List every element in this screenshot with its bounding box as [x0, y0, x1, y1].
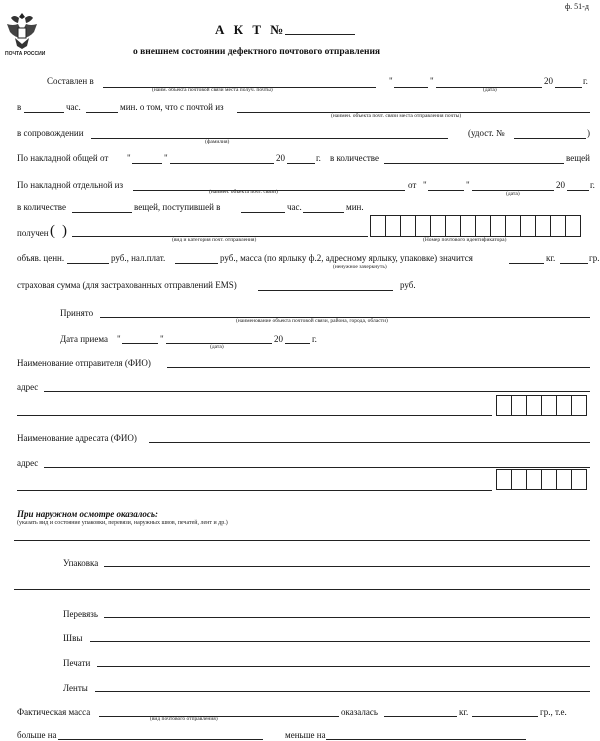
hint-strike: (ненужное зачеркнуть) [333, 264, 387, 270]
min-about-label: мин. о том, что с почтой из [120, 102, 224, 112]
inspection-heading: При наружном осмотре оказалось: [17, 509, 159, 519]
arrival-minute-field[interactable] [303, 212, 344, 213]
separate-day-field[interactable] [428, 190, 464, 191]
sender-address-field-2[interactable] [17, 415, 492, 416]
hint-mass-type: (вид почтового отправления) [150, 716, 218, 722]
mass-gr-field[interactable] [560, 263, 588, 264]
separate-qty-field[interactable] [72, 212, 132, 213]
hint-post-obj: (наимен. объекта почт. связи) [209, 189, 278, 195]
tapes-field[interactable] [95, 691, 590, 692]
cert-label: (удост. № [468, 128, 505, 138]
arrival-hour-field[interactable] [241, 212, 285, 213]
hint-send-place: (наимен. объекта почт. связи места отправления почты) [331, 113, 462, 119]
tracking-digit-box[interactable] [400, 215, 416, 237]
quote: " [430, 76, 434, 86]
gr-te-label: гр., т.е. [540, 707, 567, 717]
year-prefix: 20 [276, 153, 285, 163]
escort-label: в сопровождении [17, 128, 84, 138]
tracking-digit-box[interactable] [370, 215, 386, 237]
quote: " [164, 153, 168, 163]
quote: " [423, 180, 427, 190]
hint-accept-place: (наименование объекта почтовой связи, района, города, области) [236, 318, 388, 324]
act-title: А К Т № [215, 22, 287, 37]
postcode-digit-box[interactable] [511, 395, 527, 416]
tracking-digit-box[interactable] [520, 215, 536, 237]
in-qty-label: в количестве [330, 153, 379, 163]
tracking-digit-box[interactable] [385, 215, 401, 237]
rub-label: руб. [400, 280, 416, 290]
accept-year-field[interactable] [285, 343, 310, 344]
qty-things-label: вещей, поступившей в [134, 202, 221, 212]
hour-label-2: час. [287, 202, 302, 212]
cod-label: руб., нал.плат. [111, 253, 166, 263]
general-waybill-label: По накладной общей от [17, 153, 109, 163]
hint-post-place: (наим. объекта почтовой связи места получ. почты) [152, 87, 273, 93]
hint-tracking: (Номер почтового идентификатора) [423, 237, 507, 243]
postcode-digit-box[interactable] [556, 469, 572, 490]
tapes-label: Ленты [63, 683, 88, 693]
postcode-digit-box[interactable] [541, 469, 557, 490]
seams-field[interactable] [90, 641, 590, 642]
inspection-field[interactable] [14, 540, 590, 541]
postcode-digit-box[interactable] [526, 469, 542, 490]
accepted-label: Принято [60, 308, 94, 318]
tracking-number-boxes[interactable] [370, 215, 589, 237]
tracking-digit-box[interactable] [430, 215, 446, 237]
act-number-field[interactable] [285, 34, 355, 35]
packaging-field-2[interactable] [14, 589, 590, 590]
close-paren: ) [587, 128, 590, 138]
seals-label: Печати [63, 658, 91, 668]
seams-label: Швы [63, 633, 83, 643]
hint-item-type: (вид и категория почт. отправления) [172, 237, 257, 243]
mass-kg-field[interactable] [509, 263, 544, 264]
declared-value-label: объяв. ценн. [17, 253, 65, 263]
accept-day-field[interactable] [122, 343, 158, 344]
insurance-label: страховая сумма (для застрахованных отправлений EMS) [17, 280, 237, 290]
actual-mass-field[interactable] [99, 716, 339, 717]
year-prefix: 20 [556, 180, 565, 190]
packaging-field[interactable] [104, 566, 590, 567]
hint-surname: (фамилия) [205, 139, 230, 145]
year-suffix: г. [590, 180, 595, 190]
kg-label: кг. [546, 253, 556, 263]
received-label: получен [17, 228, 49, 238]
quote: " [160, 334, 164, 344]
compiled-year-field[interactable] [555, 87, 582, 88]
min-label: мин. [346, 202, 364, 212]
mass-label: руб., масса (по ярлыку ф.2, адресному ярлыку, упаковке) значится [220, 253, 473, 263]
more-by-field[interactable] [58, 739, 263, 740]
turned-out-label: оказалась [341, 707, 378, 717]
hint-date: (дата) [483, 87, 497, 93]
declared-value-field[interactable] [67, 263, 109, 264]
tracking-digit-box[interactable] [490, 215, 506, 237]
tracking-digit-box[interactable] [565, 215, 581, 237]
year-suffix: г. [312, 334, 317, 344]
tracking-digit-box[interactable] [550, 215, 566, 237]
in-qty-label-2: в количестве [17, 202, 66, 212]
hint-date-2: (дата) [506, 191, 520, 197]
sender-address-field[interactable] [44, 391, 590, 392]
act-subtitle: о внешнем состоянии дефектного почтового отправления [133, 47, 381, 57]
actual-kg-field[interactable] [384, 716, 457, 717]
addressee-name-field[interactable] [149, 442, 590, 443]
minute-field[interactable] [86, 112, 118, 113]
less-by-field[interactable] [326, 739, 526, 740]
compiled-day-field[interactable] [394, 87, 428, 88]
logo-caption: ПОЧТА РОССИИ [5, 51, 46, 57]
postcode-digit-box[interactable] [496, 469, 512, 490]
seals-field[interactable] [97, 666, 590, 667]
tracking-digit-box[interactable] [445, 215, 461, 237]
inspection-note: (указать вид и состояние упаковки, перевязи, наружных швов, печатей, лент и др.) [17, 520, 228, 526]
general-qty-field[interactable] [384, 163, 564, 164]
postcode-digit-box[interactable] [496, 395, 512, 416]
hour-field[interactable] [24, 112, 64, 113]
sender-postcode-boxes[interactable] [496, 395, 587, 416]
general-day-field[interactable] [132, 163, 162, 164]
quote: " [117, 334, 121, 344]
addressee-name-label: Наименование адресата (ФИО) [17, 433, 137, 443]
year-suffix: г. [316, 153, 321, 163]
v-label: в [17, 102, 22, 112]
quote: " [389, 76, 393, 86]
tracking-digit-box[interactable] [460, 215, 476, 237]
tracking-digit-box[interactable] [475, 215, 491, 237]
cod-field[interactable] [175, 263, 218, 264]
general-year-field[interactable] [287, 163, 315, 164]
sender-name-label: Наименование отправителя (ФИО) [17, 358, 151, 368]
sender-address-label: адрес [17, 382, 39, 392]
tracking-digit-box[interactable] [415, 215, 431, 237]
postcode-digit-box[interactable] [571, 395, 587, 416]
sender-name-field[interactable] [167, 367, 590, 368]
quote: " [466, 180, 470, 190]
actual-gr-field[interactable] [472, 716, 538, 717]
year-prefix: 20 [544, 76, 553, 86]
escort-field[interactable] [91, 138, 448, 139]
accept-date-label: Дата приема [60, 334, 108, 344]
postcode-digit-box[interactable] [526, 395, 542, 416]
general-month-field[interactable] [170, 163, 274, 164]
hour-label: час. [66, 102, 81, 112]
less-by-label: меньше на [285, 730, 326, 740]
close-paren-2: ) [62, 223, 67, 239]
tracking-digit-box[interactable] [505, 215, 521, 237]
addressee-address-field-2[interactable] [17, 490, 492, 491]
postcode-digit-box[interactable] [511, 469, 527, 490]
tracking-digit-box[interactable] [535, 215, 551, 237]
actual-mass-label: Фактическая масса [17, 707, 91, 717]
kg-label-2: кг. [459, 707, 469, 717]
postcode-digit-box[interactable] [571, 469, 587, 490]
year-suffix: г. [583, 76, 588, 86]
year-prefix: 20 [274, 334, 283, 344]
binding-label: Перевязь [63, 609, 98, 619]
things-label: вещей [566, 153, 590, 163]
insurance-field[interactable] [258, 290, 393, 291]
double-headed-eagle-icon [5, 10, 39, 50]
more-by-label: больше на [17, 730, 57, 740]
binding-field[interactable] [104, 617, 590, 618]
separate-waybill-label: По накладной отдельной из [17, 180, 124, 190]
open-paren: ( [50, 223, 55, 239]
separate-year-field[interactable] [567, 190, 589, 191]
postcode-digit-box[interactable] [556, 395, 572, 416]
packaging-label: Упаковка [63, 558, 99, 568]
gr-label: гр. [589, 253, 600, 263]
compiled-in-label: Составлен в [47, 76, 94, 86]
russian-post-logo [5, 10, 46, 60]
postcode-digit-box[interactable] [541, 395, 557, 416]
addressee-address-field[interactable] [44, 467, 590, 468]
cert-number-field[interactable] [514, 138, 586, 139]
form-code: ф. 51-д [565, 2, 589, 11]
addressee-address-label: адрес [17, 458, 39, 468]
from-label: от [408, 180, 417, 190]
hint-date-3: (дата) [210, 344, 224, 350]
quote: " [127, 153, 131, 163]
addressee-postcode-boxes[interactable] [496, 469, 587, 490]
